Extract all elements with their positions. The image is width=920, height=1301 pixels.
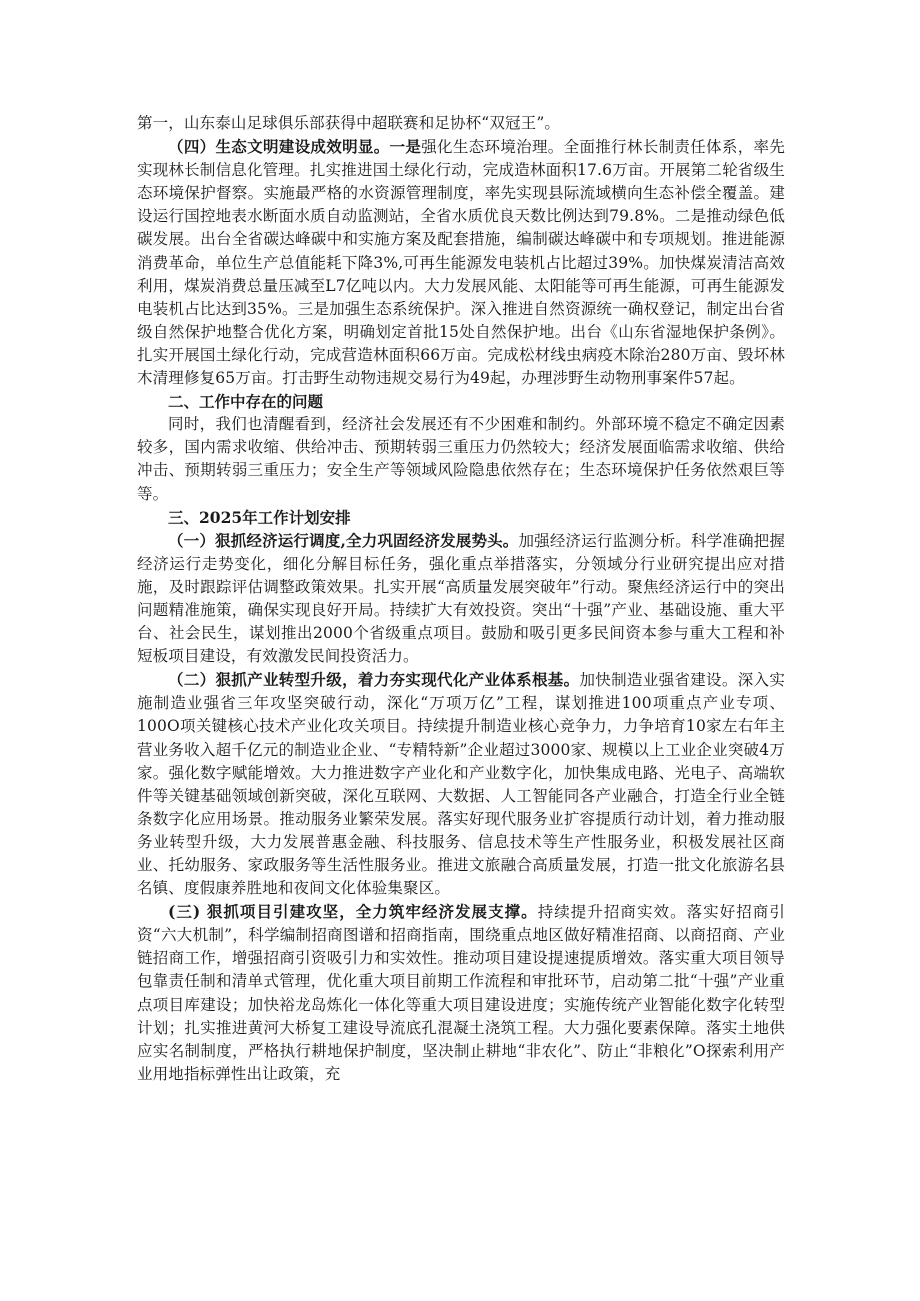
section-lead-plan-3: (三) 狠抓项目引建攻坚，全力筑牢经济发展支撑。 bbox=[168, 902, 538, 922]
paragraph-plan-1 bbox=[137, 529, 785, 669]
paragraph-plan-2 bbox=[137, 668, 785, 900]
section-lead-plan-1: （一）狠抓经济运行调度,全力巩固经济发展势头。 bbox=[168, 530, 519, 550]
paragraph-plan-3 bbox=[137, 900, 785, 1086]
heading-plan-2025: 三、2025年工作计划安排 bbox=[168, 507, 351, 527]
section-body-plan-1: 加强经济运行监测分析。科学准确把握经济运行走势变化，细化分解目标任务，强化重点举措落实，分领域分行业研究提出应对措施，及时跟踪评估调整政策效果。扎实开展“高质量发展突破年”行动。聚焦经济运行中的突出问题精准施策，确保实现良好开局。持续扩大有效投资。突出“十强”产业、基础设施、重大平台、社会民生，谋划推出2000个省级重点项目。鼓励和吸引更多民间资本参与重大工程和补短板项目建设，有效激发民间投资活力。 bbox=[137, 531, 785, 666]
section-lead-plan-2: （二）狠抓产业转型升级，着力夯实现代化产业体系根基。 bbox=[168, 670, 580, 690]
paragraph-ecology bbox=[137, 135, 785, 390]
paragraph-problems: 同时，我们也清醒看到，经济社会发展还有不少困难和制约。外部环境不稳定不确定因素较多，国内需求收缩、供给冲击、预期转弱三重压力仍然较大；经济发展面临需求收缩、供给冲击、预期转弱三重压力；安全生产等领域风险隐患依然存在；生态环境保护任务依然艰巨等等。 bbox=[137, 415, 785, 503]
section-lead-ecology: （四）生态文明建设成效明显。一是 bbox=[168, 137, 422, 157]
heading-problems: 二、工作中存在的问题 bbox=[168, 392, 324, 412]
paragraph-intro: 第一，山东泰山足球俱乐部获得中超联赛和足协杯“双冠王”。 bbox=[137, 114, 561, 132]
section-body-plan-2: 加快制造业强省建设。深入实施制造业强省三年攻坚突破行动，深化“万项万亿”工程，谋划推进100项重点产业专项、100O项关键核心技术产业化攻关项目。持续提升制造业核心竞争力，力争培育10家左右年主营业务收入超千亿元的制造业企业、“专精特新”企业超过3000家、规模以上工业企业突破4万家。强化数字赋能增效。大力推进数字产业化和产业数字化，加快集成电路、光电子、高端软件等关键基础领域创新突破，深化互联网、大数据、人工智能同各产业融合，打造全行业全链条数字化应用场景。推动服务业繁荣发展。落实好现代服务业扩容提质行动计划，着力推动服务业转型升级，大力发展普惠金融、科技服务、信息技术等生产性服务业，积极发展社区商业、托幼服务、家政服务等生活性服务业。推进文旅融合高质量发展，打造一批文化旅游名县名镇、度假康养胜地和夜间文化体验集聚区。 bbox=[137, 671, 786, 898]
section-body-ecology: 强化生态环境治理。全面推行林长制责任体系，率先实现林长制信息化管理。扎实推进国土绿化行动，完成造林面积17.6万亩。开展第二轮省级生态环境保护督察。实施最严格的水资源管理制度，率先实现县际流域横向生态补偿全覆盖。建设运行国控地表水断面水质自动监测站，全省水质优良天数比例达到79.8%。二是推动绿色低碳发展。出台全省碳达峰碳中和实施方案及配套措施，编制碳达峰碳中和专项规划。推进能源消费革命，单位生产总值能耗下降3%,可再生能源发电装机占比超过39%。加快煤炭清洁高效利用，煤炭消费总量压减至L7亿吨以内。大力发展风能、太阳能等可再生能源，可再生能源发电装机占比达到35%。三是加强生态系统保护。深入推进自然资源统一确权登记，制定出台省级自然保护地整合优化方案，明确划定首批15处自然保护地。出台《山东省湿地保护条例》。扎实开展国土绿化行动，完成营造林面积66万亩。完成松材线虫病疫木除治280万亩、毁坏林木清理修复65万亩。打击野生动物违规交易行为49起，办理涉野生动物刑事案件57起。 bbox=[137, 138, 785, 388]
document-body bbox=[137, 112, 785, 1086]
section-body-plan-3: 持续提升招商实效。落实好招商引资“六大机制”，科学编制招商图谱和招商指南，围绕重点地区做好精准招商、以商招商、产业链招商工作，增强招商引资吸引力和实效性。推动项目建设提速提质增效。落实重大项目领导包靠责任制和清单式管理，优化重大项目前期工作流程和审批环节，启动第二批“十强”产业重点项目库建设；加快裕龙岛炼化一体化等重大项目建设进度；实施传统产业智能化数字化转型计划；扎实推进黄河大桥复工建设导流底孔混凝土浇筑工程。大力强化要素保障。落实土地供应实名制制度，严格执行耕地保护制度，坚决制止耕地“非农化”、防止“非粮化”O探索利用产业用地指标弹性出让政策，充 bbox=[137, 903, 785, 1083]
